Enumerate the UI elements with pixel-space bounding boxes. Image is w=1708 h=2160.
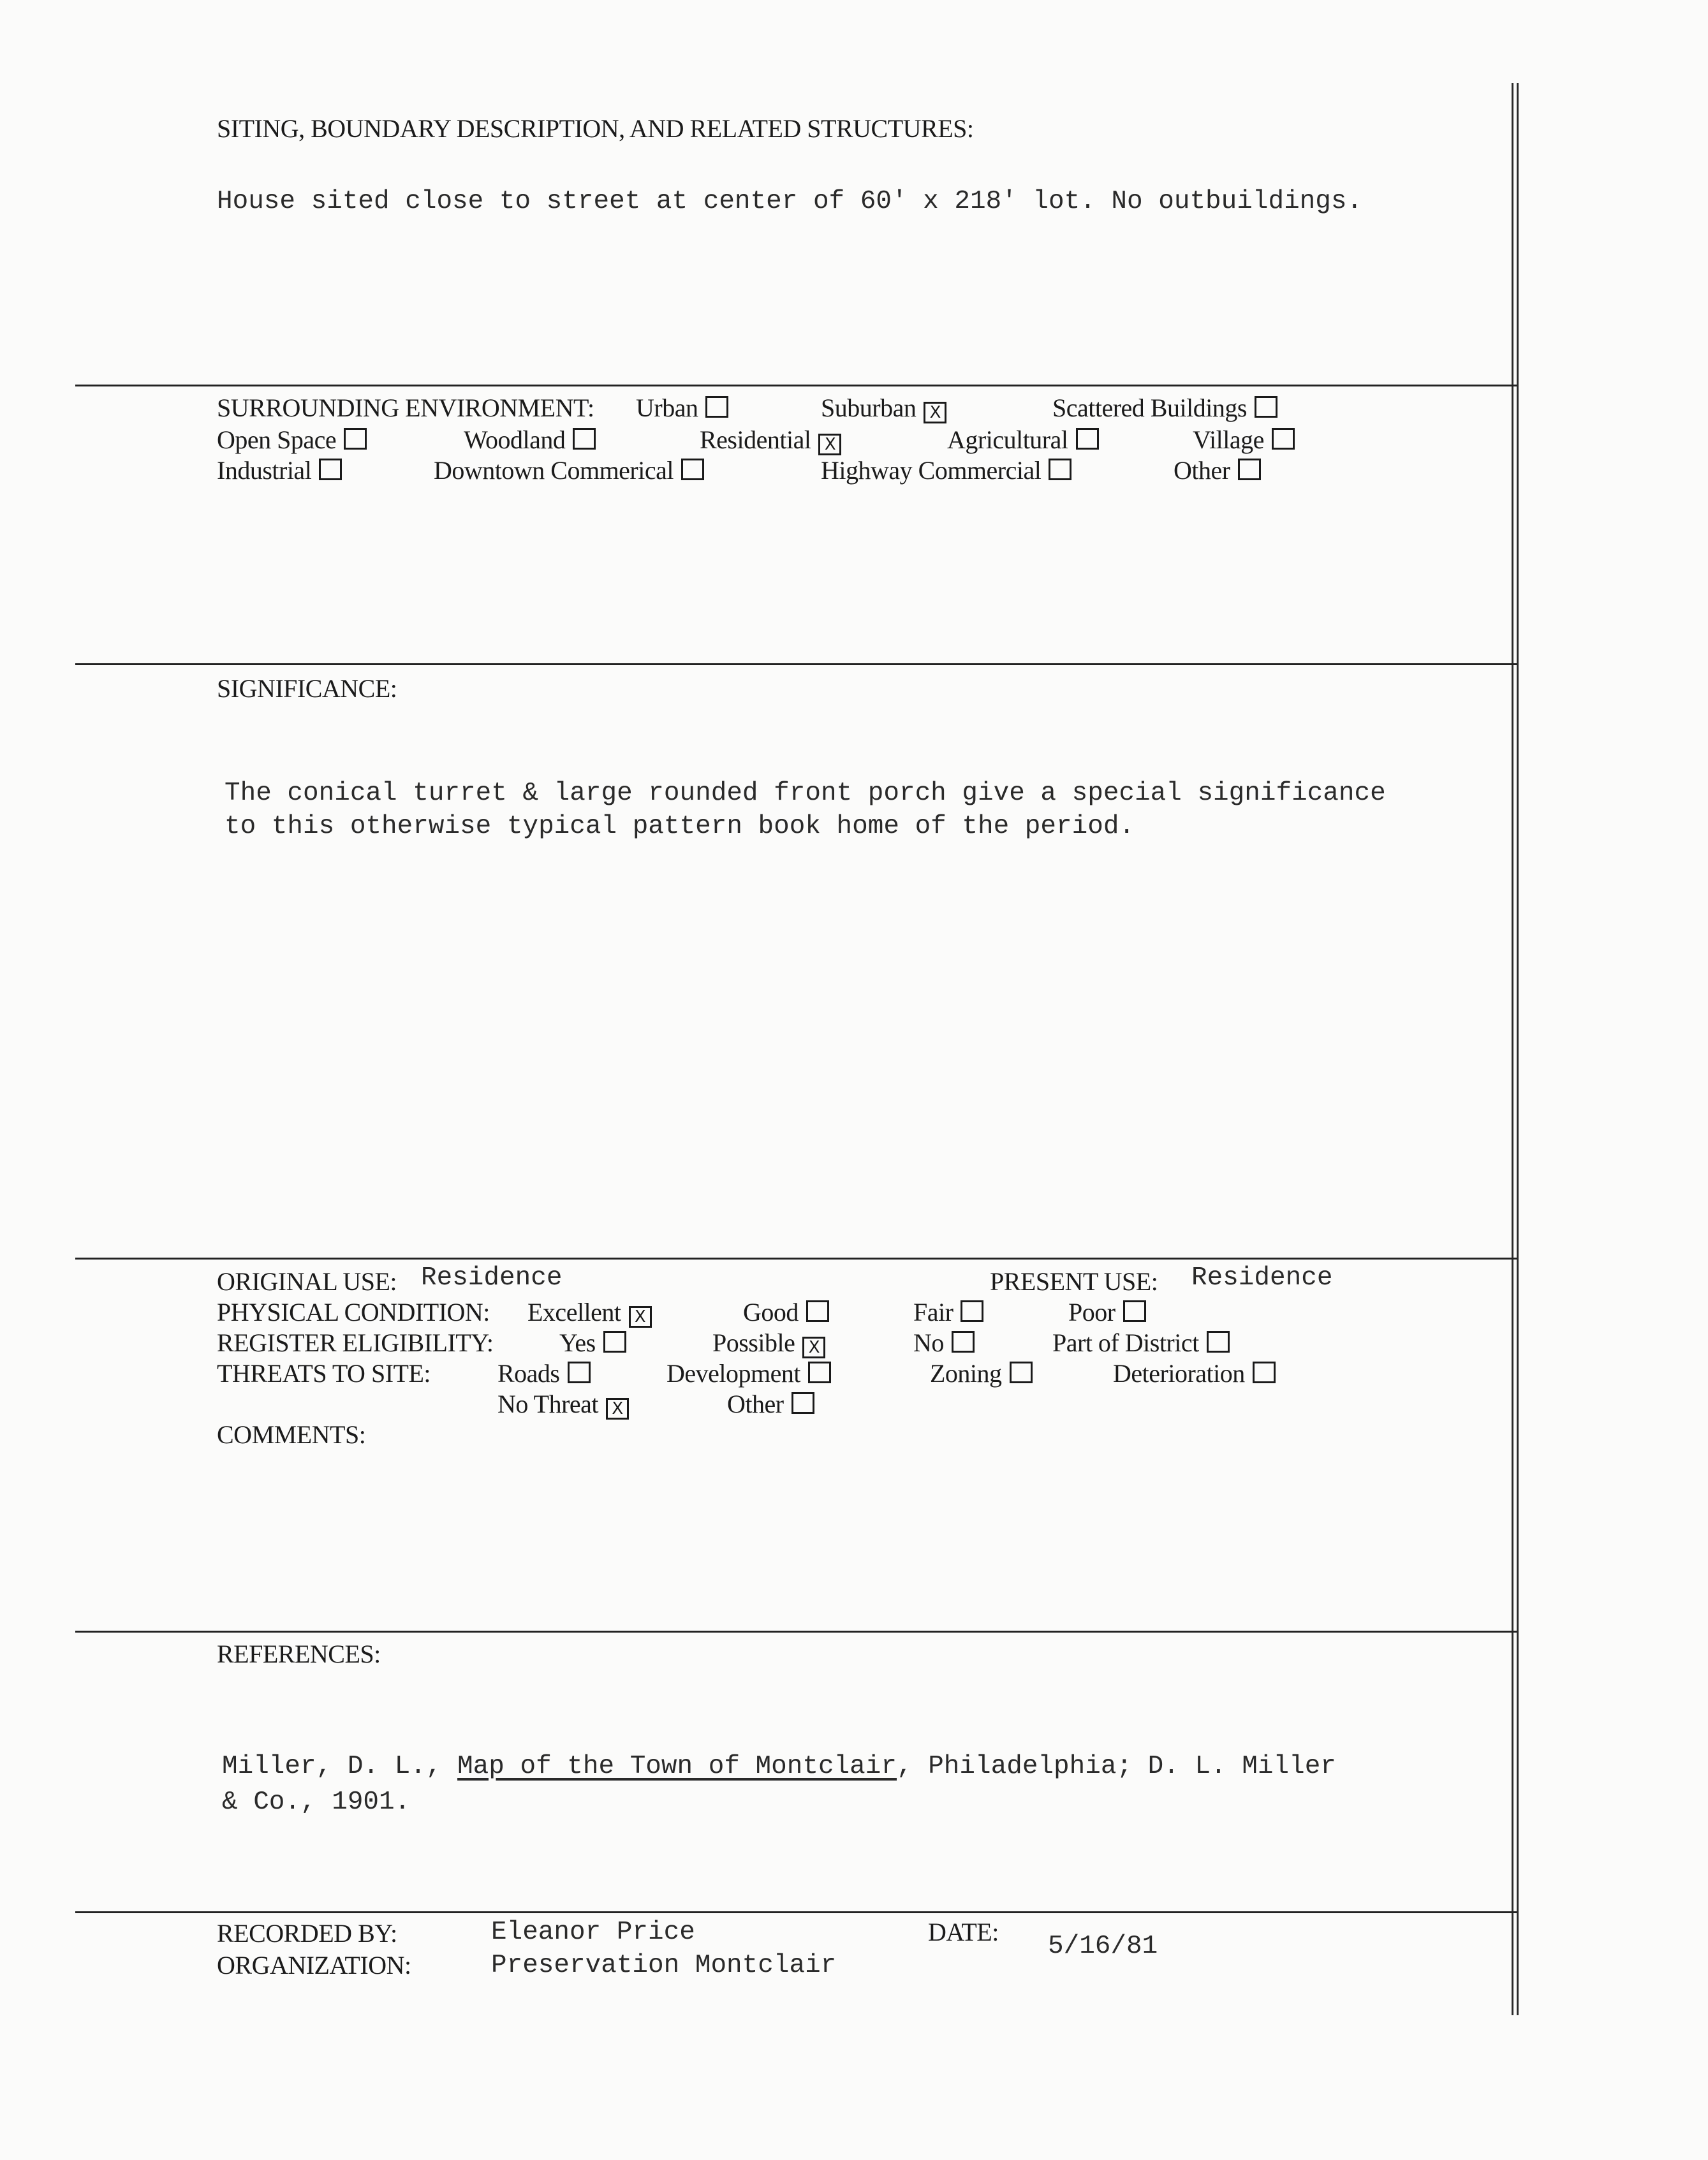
threat-checkbox[interactable] bbox=[1253, 1362, 1276, 1383]
reference-author: Miller, D. L., bbox=[222, 1752, 458, 1781]
condition-checkbox[interactable]: X bbox=[629, 1306, 652, 1328]
env-option-woodland bbox=[464, 425, 596, 455]
eligibility-checkbox[interactable] bbox=[952, 1331, 975, 1353]
reference-publisher: , Philadelphia; D. L. Miller bbox=[896, 1752, 1336, 1781]
env-option-scattered bbox=[1052, 393, 1277, 423]
threat-checkbox[interactable] bbox=[1010, 1362, 1033, 1383]
env-option-residential bbox=[700, 425, 841, 455]
reference-line-2: & Co., 1901. bbox=[222, 1788, 411, 1817]
env-label: Urban bbox=[636, 393, 698, 422]
environment-heading: SURROUNDING ENVIRONMENT: bbox=[217, 393, 594, 422]
organization-label: ORGANIZATION: bbox=[217, 1951, 411, 1980]
threat-other bbox=[727, 1389, 814, 1420]
recorded-by-label: RECORDED BY: bbox=[217, 1919, 397, 1948]
condition-checkbox[interactable] bbox=[806, 1300, 829, 1322]
siting-heading: SITING, BOUNDARY DESCRIPTION, AND RELATED STRUCTURES: bbox=[217, 114, 974, 143]
env-label: Industrial bbox=[217, 456, 312, 485]
env-option-urban bbox=[636, 393, 728, 423]
eligibility-no bbox=[913, 1328, 975, 1358]
right-margin-rule-2 bbox=[1517, 83, 1519, 2015]
date-label: DATE: bbox=[928, 1918, 999, 1946]
threat-no-threat bbox=[497, 1389, 629, 1420]
env-checkbox[interactable] bbox=[573, 428, 596, 450]
significance-line-2: to this otherwise typical pattern book home of the period. bbox=[225, 812, 1135, 841]
env-checkbox[interactable] bbox=[1272, 428, 1295, 450]
env-option-industrial bbox=[217, 455, 342, 486]
present-use-label: PRESENT USE: bbox=[990, 1267, 1158, 1296]
threat-option-label: Deterioration bbox=[1113, 1359, 1245, 1388]
env-label: Agricultural bbox=[947, 425, 1068, 454]
eligibility-checkbox[interactable] bbox=[1207, 1331, 1230, 1353]
threat-checkbox[interactable] bbox=[808, 1362, 831, 1383]
env-checkbox[interactable] bbox=[705, 396, 728, 418]
divider-3 bbox=[75, 1258, 1517, 1260]
right-margin-rule-1 bbox=[1512, 83, 1513, 2015]
env-checkbox[interactable] bbox=[1238, 459, 1261, 480]
significance-line-1: The conical turret & large rounded front porch give a special significance bbox=[225, 779, 1386, 808]
env-label: Open Space bbox=[217, 425, 337, 454]
env-checkbox[interactable] bbox=[1076, 428, 1099, 450]
condition-excellent bbox=[527, 1297, 652, 1328]
condition-checkbox[interactable] bbox=[961, 1300, 983, 1322]
reference-line-1 bbox=[222, 1750, 1336, 1783]
threat-option-label: No Threat bbox=[497, 1390, 599, 1418]
threat-development bbox=[666, 1358, 831, 1389]
eligibility-yes bbox=[559, 1328, 626, 1358]
recorded-by-value: Eleanor Price bbox=[491, 1918, 695, 1947]
eligibility-possible bbox=[712, 1328, 825, 1358]
env-checkbox[interactable] bbox=[344, 428, 367, 450]
env-label: Woodland bbox=[464, 425, 566, 454]
condition-option-label: Good bbox=[743, 1298, 799, 1326]
eligibility-option-label: Possible bbox=[712, 1328, 795, 1357]
env-label: Downtown Commerical bbox=[434, 456, 674, 485]
eligibility-checkbox[interactable]: X bbox=[802, 1337, 825, 1358]
references-heading: REFERENCES: bbox=[217, 1640, 381, 1668]
env-checkbox[interactable] bbox=[319, 459, 342, 480]
threat-roads bbox=[497, 1358, 591, 1389]
eligibility-option-label: No bbox=[913, 1328, 944, 1357]
divider-1 bbox=[75, 385, 1517, 386]
env-label: Other bbox=[1174, 456, 1230, 485]
condition-good bbox=[743, 1297, 829, 1328]
threat-deterioration bbox=[1113, 1358, 1276, 1389]
condition-option-label: Poor bbox=[1068, 1298, 1115, 1326]
threat-option-label: Roads bbox=[497, 1359, 560, 1388]
env-option-suburban bbox=[821, 393, 946, 423]
divider-4 bbox=[75, 1631, 1517, 1633]
eligibility-label: REGISTER ELIGIBILITY: bbox=[217, 1328, 494, 1357]
threat-zoning bbox=[930, 1358, 1033, 1389]
threat-checkbox[interactable] bbox=[791, 1392, 814, 1414]
divider-2 bbox=[75, 663, 1517, 665]
organization-value: Preservation Montclair bbox=[491, 1951, 837, 1980]
env-label: Suburban bbox=[821, 393, 917, 422]
threat-checkbox[interactable] bbox=[568, 1362, 591, 1383]
env-option-open-space bbox=[217, 425, 367, 455]
eligibility-checkbox[interactable] bbox=[603, 1331, 626, 1353]
reference-title: Map of the Town of Montclair bbox=[457, 1752, 897, 1781]
siting-text: House sited close to street at center of 60' x 218' lot. No outbuildings. bbox=[217, 187, 1363, 216]
eligibility-option-label: Yes bbox=[559, 1328, 596, 1357]
comments-label: COMMENTS: bbox=[217, 1420, 366, 1449]
threat-checkbox[interactable]: X bbox=[606, 1398, 629, 1420]
original-use-value: Residence bbox=[421, 1263, 563, 1293]
env-option-highway bbox=[821, 455, 1071, 486]
condition-poor bbox=[1068, 1297, 1146, 1328]
env-label: Residential bbox=[700, 425, 811, 454]
threat-option-label: Zoning bbox=[930, 1359, 1002, 1388]
env-label: Village bbox=[1193, 425, 1264, 454]
threat-option-label: Other bbox=[727, 1390, 784, 1418]
env-checkbox[interactable] bbox=[1049, 459, 1071, 480]
eligibility-district bbox=[1052, 1328, 1230, 1358]
env-checkbox[interactable]: X bbox=[924, 402, 946, 423]
original-use-label: ORIGINAL USE: bbox=[217, 1267, 397, 1296]
condition-label: PHYSICAL CONDITION: bbox=[217, 1298, 490, 1326]
divider-5 bbox=[75, 1911, 1517, 1913]
env-option-downtown bbox=[434, 455, 704, 486]
date-value: 5/16/81 bbox=[1048, 1932, 1158, 1961]
env-option-other bbox=[1174, 455, 1261, 486]
present-use-value: Residence bbox=[1191, 1263, 1333, 1293]
threat-option-label: Development bbox=[666, 1359, 800, 1388]
eligibility-option-label: Part of District bbox=[1052, 1328, 1199, 1357]
env-checkbox[interactable] bbox=[1255, 396, 1277, 418]
condition-option-label: Excellent bbox=[527, 1298, 621, 1326]
env-checkbox[interactable]: X bbox=[818, 434, 841, 455]
env-label: Highway Commercial bbox=[821, 456, 1042, 485]
env-option-village bbox=[1193, 425, 1295, 455]
env-checkbox[interactable] bbox=[681, 459, 704, 480]
env-option-agricultural bbox=[947, 425, 1099, 455]
condition-checkbox[interactable] bbox=[1123, 1300, 1146, 1322]
env-label: Scattered Buildings bbox=[1052, 393, 1247, 422]
threats-label: THREATS TO SITE: bbox=[217, 1359, 431, 1388]
condition-fair bbox=[913, 1297, 983, 1328]
significance-heading: SIGNIFICANCE: bbox=[217, 674, 397, 703]
condition-option-label: Fair bbox=[913, 1298, 953, 1326]
